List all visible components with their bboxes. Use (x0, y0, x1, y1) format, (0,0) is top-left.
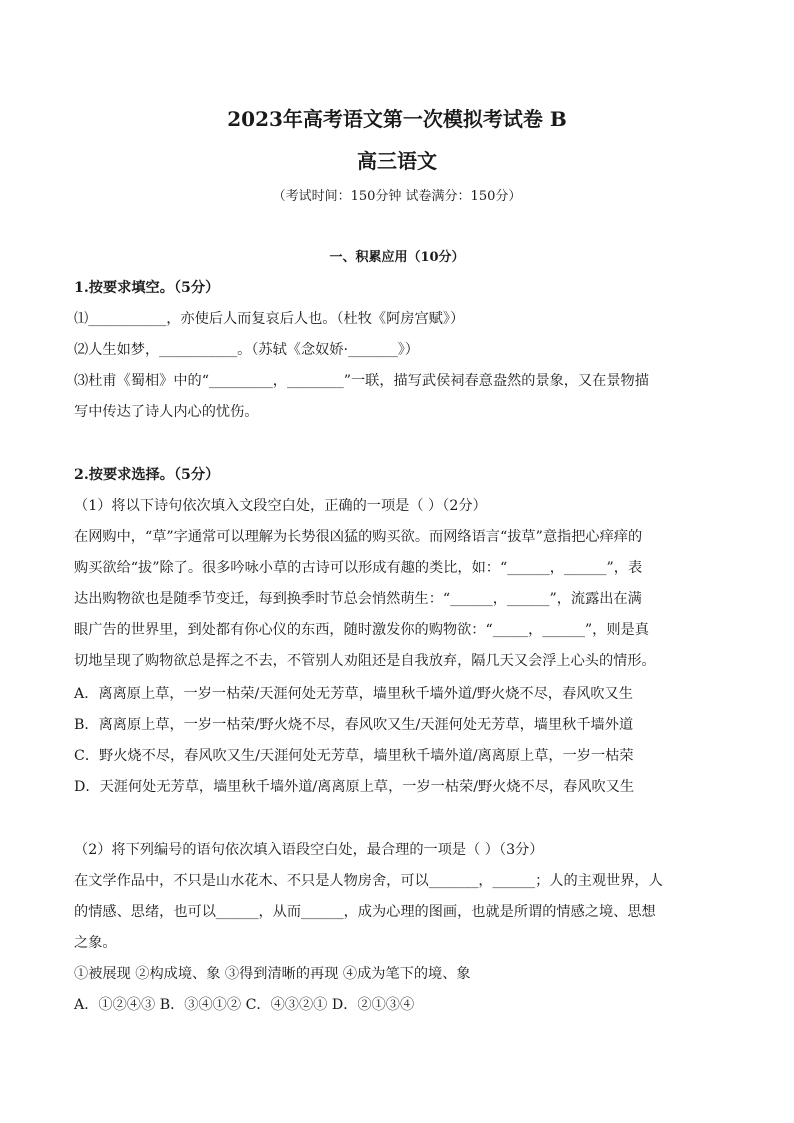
passage-line: 在文学作品中，不只是山水花木、不只是人物房舍，可以_______，______；人的主观世界，人 (74, 873, 663, 889)
question-2-1-prompt: （1）将以下诗句依次填入文段空白处，正确的一项是（ ）（2分） (74, 498, 487, 514)
option-b: B．离离原上草，一岁一枯荣/野火烧不尽，春风吹又生/天涯何处无芳草，墙里秋千墙外道 (74, 717, 634, 733)
numbered-items: ①被展现 ②构成境、象 ③得到清晰的再现 ④成为笔下的境、象 (74, 966, 471, 982)
option-a: A．离离原上草，一岁一枯荣/天涯何处无芳草，墙里秋千墙外道/野火烧不尽，春风吹又生 (74, 686, 633, 702)
section-heading: 一、积累应用（10分） (329, 250, 465, 265)
question-1-line: 写中传达了诗人内心的忧伤。 (74, 404, 259, 420)
option-c: C．野火烧不尽，春风吹又生/天涯何处无芳草，墙里秋千墙外道/离离原上草，一岁一枯荣 (74, 748, 634, 764)
option-d: D．天涯何处无芳草，墙里秋千墙外道/离离原上草，一岁一枯荣/野火烧不尽，春风吹又生 (74, 779, 635, 795)
question-2-heading: 2.按要求选择。（5分） (74, 467, 220, 483)
passage-line: 切地呈现了购物欲总是挥之不去，不管别人劝阻还是自我放弃，隔几天又会浮上心头的情形。 (74, 653, 656, 669)
question-1-line: ⑵人生如梦，___________。（苏轼《念奴娇·_______》） (74, 342, 419, 358)
question-1-line: ⑶杜甫《蜀相》中的“_________，________”一联，描写武侯祠春意盎然的景象，又在景物描 (74, 373, 649, 389)
passage-line: 购买欲给“拔”除了。很多吟咏小草的古诗可以形成有趣的类比，如：“______，______”，表 (74, 560, 643, 576)
exam-meta: （考试时间：150分钟 试卷满分：150分） (272, 189, 522, 204)
passage-line: 在网购中，“草”字通常可以理解为长势很凶猛的购买欲。而网络语言“拔草”意指把心痒痒的 (74, 529, 643, 545)
passage-line: 眼广告的世界里，到处都有你心仪的东西，随时激发你的购物欲：“_____，______”，则是真 (74, 622, 649, 638)
question-1-heading: 1.按要求填空。（5分） (74, 280, 220, 296)
question-1-line: ⑴___________，亦使后人而复哀后人也。（杜牧《阿房宫赋》） (74, 311, 465, 327)
passage-line: 之象。 (74, 935, 117, 951)
passage-line: 的情感、思绪，也可以______，从而______，成为心理的图画，也就是所谓的情感之境、思想 (74, 904, 656, 920)
exam-subtitle: 高三语文 (357, 149, 437, 173)
passage-line: 达出购物欲也是随季节变迁，每到换季时节总会悄然萌生：“______，______”，流露出在满 (74, 591, 642, 607)
question-2-2-prompt: （2）将下列编号的语句依次填入语段空白处，最合理的一项是（ ）（3分） (74, 842, 544, 858)
answer-options: A．①②④③ B．③④①② C．④③②① D．②①③④ (74, 997, 415, 1013)
exam-title: 2023年高考语文第一次模拟考试卷 B (227, 107, 567, 131)
